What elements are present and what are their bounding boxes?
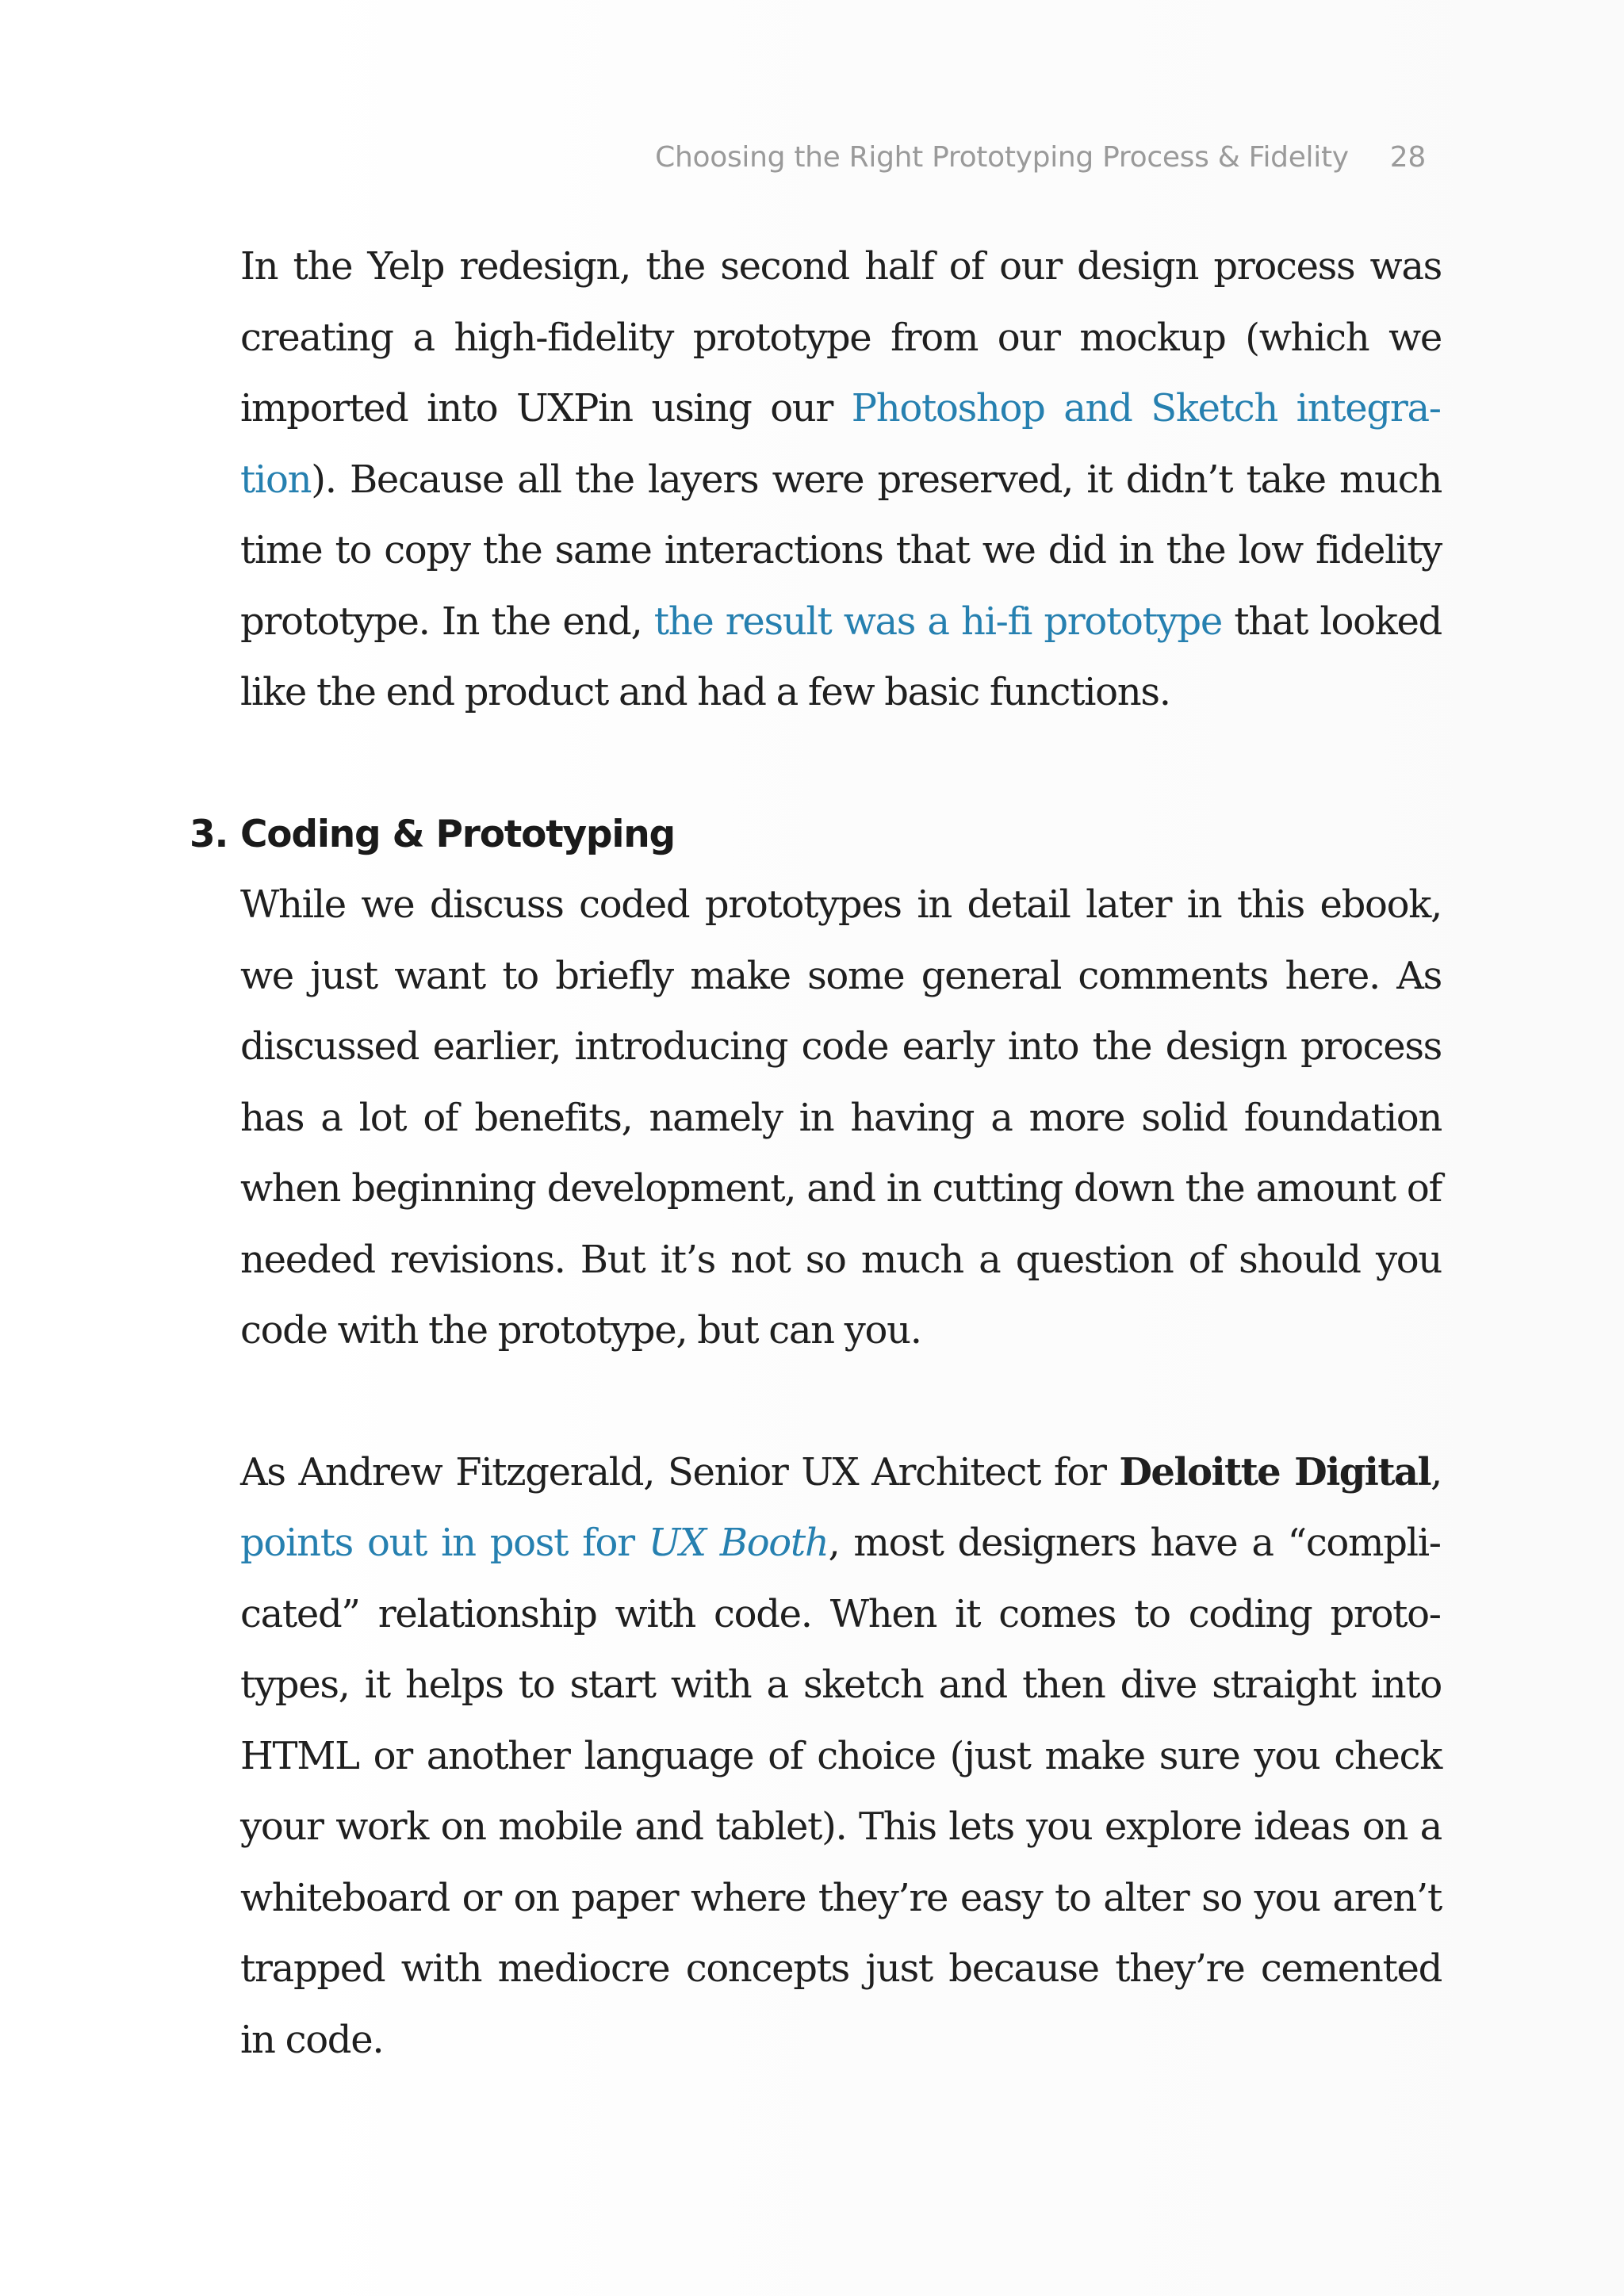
paragraph-andrew-fitzgerald — [240, 1437, 1442, 2076]
running-head-title: Choosing the Right Prototyping Process & Fidelity — [655, 141, 1349, 174]
page-number: 28 — [1389, 141, 1426, 174]
ux-booth-link-text: points out in post for — [240, 1521, 649, 1565]
photoshop-sketch-integration-link[interactable]: Photoshop and Sketch integration — [240, 386, 1442, 502]
section-heading — [190, 799, 1442, 871]
paragraph-text: ). Because all the layers were preserved, it didn’t take much time to copy the same interactions that we did in the low fidelity prototype. In the end, — [240, 457, 1442, 644]
paragraph-text: that looked like the end product and had a few basic functions. — [240, 599, 1442, 714]
hifi-prototype-result-link[interactable]: the result was a hi-fi prototype — [653, 599, 1222, 644]
section-number: 3. — [190, 812, 228, 856]
paragraph-text: , most designers have a “complicated” relationship with code. When it comes to coding prototypes, it helps to start with a sketch and then dive straight into HTML or another language of choice (just make sure you check your work on mobile and tablet). This lets you explore ideas on a whiteboard or on paper where they’re easy to alter so you aren’t trapped with mediocre concepts just because they’re cemented in code. — [240, 1521, 1442, 2062]
paragraph-yelp-redesign — [240, 232, 1442, 729]
page-body — [190, 232, 1442, 2076]
paragraph-text: , — [1431, 1449, 1442, 1494]
paragraph-text: In the Yelp redesign, the second half of our design process was creating a high-fidelity prototype from our mockup (which we imported into UXPin using our — [240, 244, 1442, 430]
ux-booth-post-link[interactable] — [240, 1521, 829, 1565]
ux-booth-link-italic: UX Booth — [648, 1521, 829, 1565]
paragraph-coded-prototypes: While we discuss coded prototypes in detail later in this ebook, we just want to briefly make some general comments here. As discussed earlier, introducing code early into the design process has a lot of benefits, namely in having a more solid foundation when beginning development, and in cutting down the amount of needed revisions. But it’s not so much a question of should you code with the prototype, but can you. — [240, 882, 1442, 1353]
deloitte-digital-bold: Deloitte Digital — [1119, 1449, 1431, 1494]
running-head — [655, 141, 1426, 174]
section-title: Coding & Prototyping — [240, 812, 675, 856]
paragraph-text: As Andrew Fitzgerald, Senior UX Architect for — [240, 1449, 1120, 1494]
